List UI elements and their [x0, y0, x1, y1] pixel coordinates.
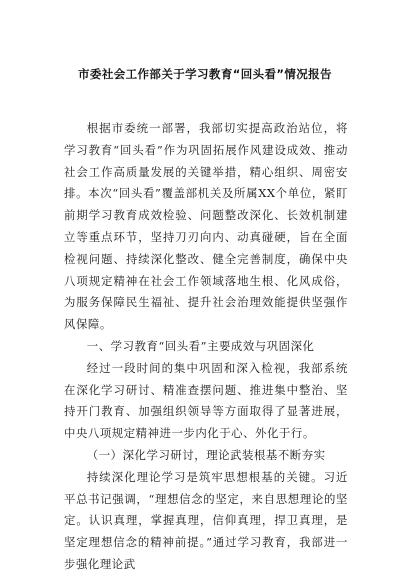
subsection-heading-1: （一）深化学习研讨，理论武装根基不断夯实 — [86, 447, 326, 462]
subsection-1-paragraph: 持续深化理论学习是筑牢思想根基的关键。习近平总书记强调，“理想信念的坚定，来自思想理论的坚定。认识真理，掌握真理，信仰真理，捍卫真理，是坚定理想信念的精神前提。”通过学习教育，我部进一步强化理论武 — [64, 469, 348, 571]
document-body — [64, 118, 348, 576]
intro-paragraph: 根据市委统一部署，我部切实提高政治站位，将学习教育“回头看”作为巩固拓展作风建设成效、推动社会工作高质量发展的关键举措，精心组织、周密安排。本次“回头看”覆盖部机关及所属XX个单位，紧盯前期学习教育成效检验、问题整改深化、长效机制建立等重点环节，坚持刀刃向内、动真碰硬，旨在全面检视问题、持续深化整改、健全完善制度，确保中央八项规定精神在社会工作领域落地生根、化风成俗，为服务保障民生福祉、提升社会治理效能提供坚强作风保障。 — [64, 121, 348, 332]
document-title: 市委社会工作部关于学习教育“回头看”情况报告 — [78, 67, 332, 81]
section-heading-1: 一、学习教育“回头看”主要成效与巩固深化 — [86, 338, 315, 353]
section-1-paragraph: 经过一段时间的集中巩固和深入检视，我部系统在深化学习研讨、精准查摆问题、推进集中整治、坚持开门教育、加强组织领导等方面取得了显著进展，中央八项规定精神进一步内化于心、外化于行。 — [64, 360, 348, 441]
